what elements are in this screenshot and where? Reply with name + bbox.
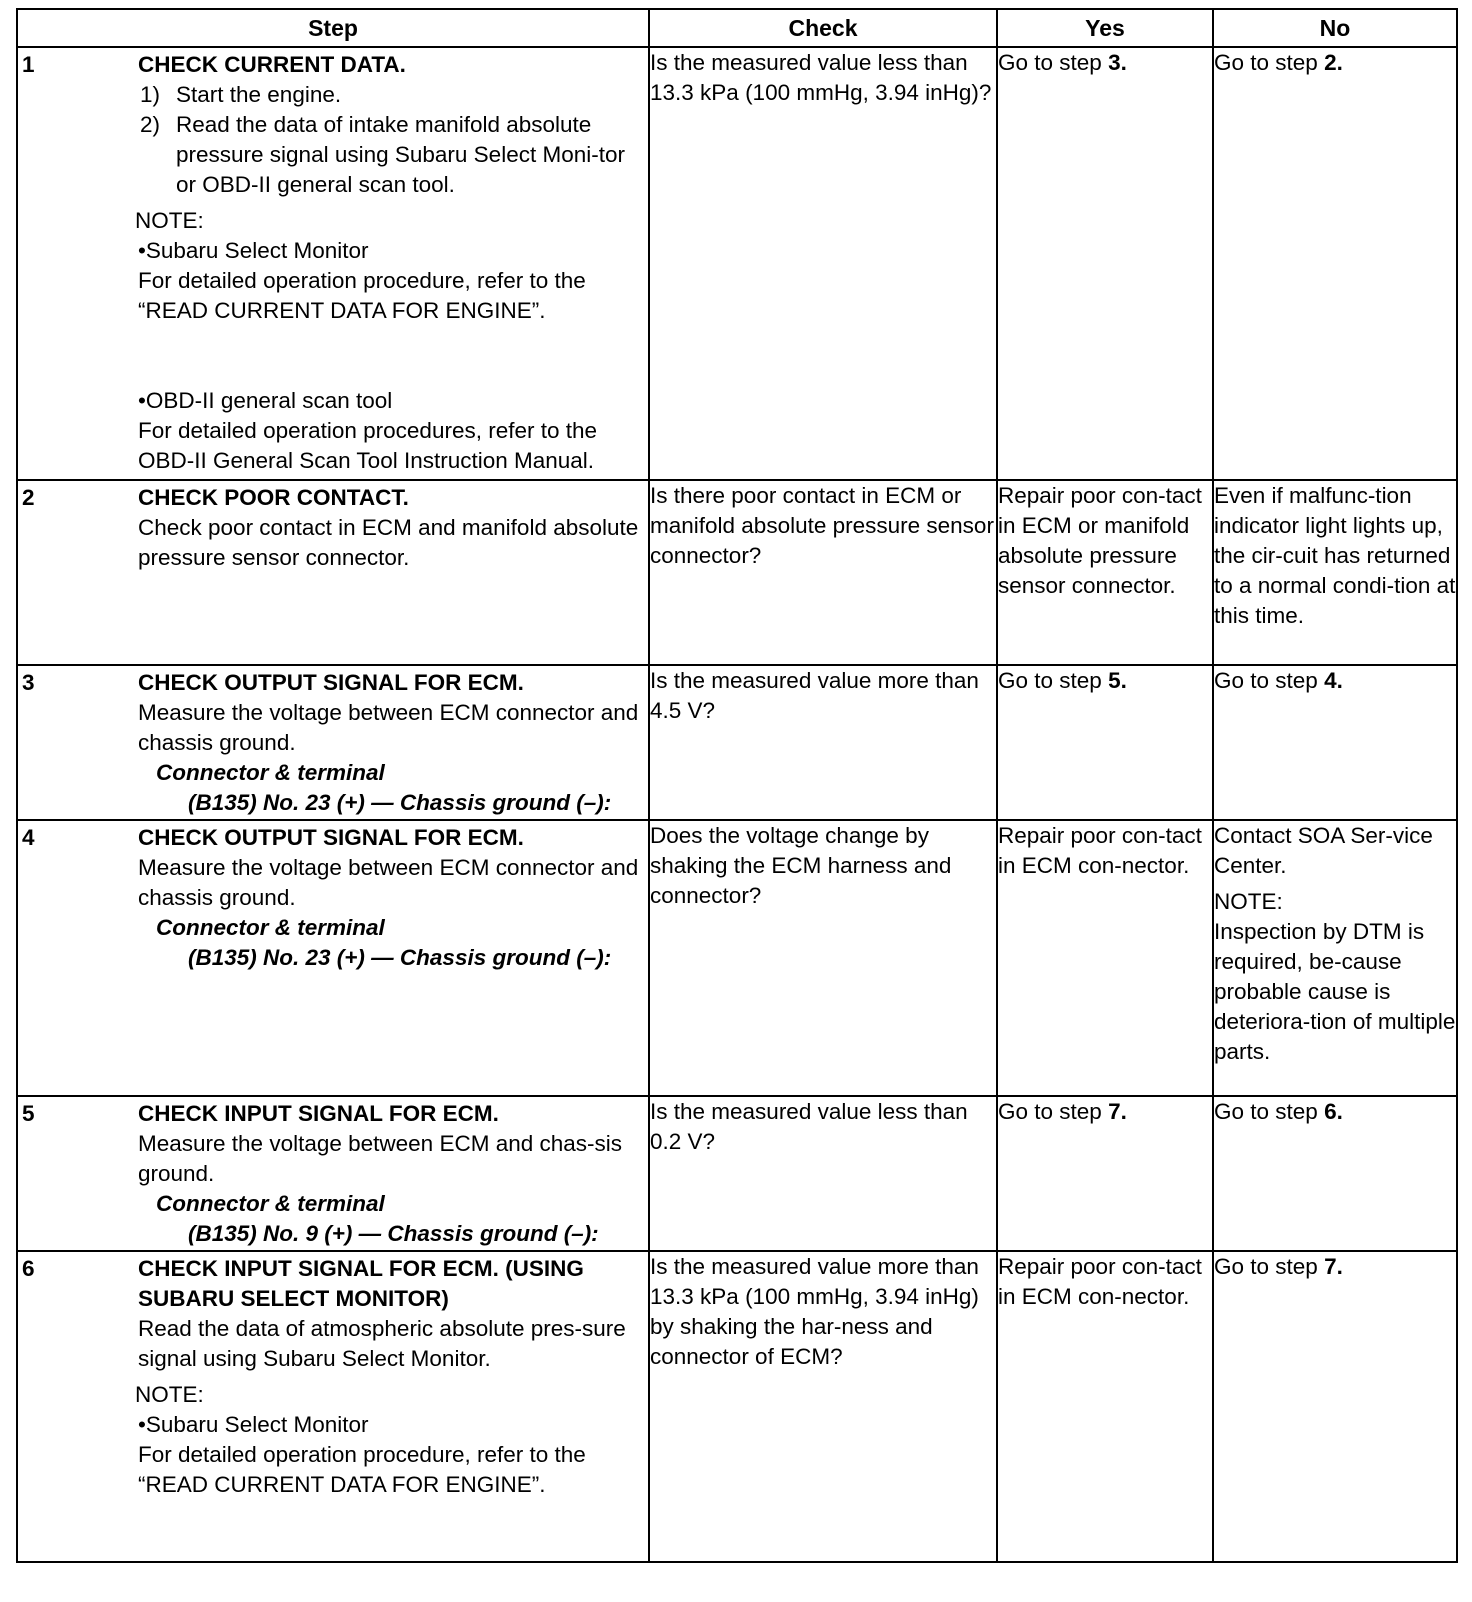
note-text: For detailed operation procedure, refer to the “READ CURRENT DATA FOR ENGINE”.	[138, 268, 586, 323]
check-cell: Is the measured value less than 13.3 kPa (100 mmHg, 3.94 inHg)?	[649, 47, 997, 480]
no-cell: Go to step 7.	[1213, 1251, 1457, 1562]
step-cell	[17, 1096, 649, 1251]
table-row	[17, 820, 1457, 1096]
no-cell: Contact SOA Ser-vice Center. NOTE: Inspection by DTM is required, be-cause probable cause is deteriora-tion of multiple parts.	[1213, 820, 1457, 1096]
header-check: Check	[649, 9, 997, 47]
step-title: CHECK OUTPUT SIGNAL FOR ECM.	[138, 670, 524, 695]
header-row	[17, 9, 1457, 47]
step-link: 7.	[1324, 1254, 1343, 1279]
connector-terminal: (B135) No. 23 (+) — Chassis ground (–):	[188, 945, 612, 970]
note-label: NOTE:	[1214, 889, 1283, 914]
step-link: 2.	[1324, 50, 1343, 75]
yes-cell: Go to step 3.	[997, 47, 1213, 480]
table-row	[17, 665, 1457, 820]
step-cell	[17, 480, 649, 665]
step-text: Measure the voltage between ECM and chas-sis ground.	[138, 1131, 623, 1186]
step-cell	[17, 665, 649, 820]
check-cell: Is the measured value less than 0.2 V?	[649, 1096, 997, 1251]
step-title: CHECK OUTPUT SIGNAL FOR ECM.	[138, 825, 524, 850]
step-number: 6	[22, 1256, 35, 1281]
header-no: No	[1213, 9, 1457, 47]
step-title: CHECK CURRENT DATA.	[138, 52, 406, 77]
note-text: For detailed operation procedures, refer to the OBD-II General Scan Tool Instruction Manual.	[138, 418, 598, 473]
step-title: CHECK POOR CONTACT.	[138, 485, 409, 510]
step-title: CHECK INPUT SIGNAL FOR ECM. (USING SUBARU SELECT MONITOR)	[138, 1256, 584, 1311]
yes-cell: Repair poor con-tact in ECM con-nector.	[997, 1251, 1213, 1562]
step-cell	[17, 820, 649, 1096]
no-cell: Even if malfunc-tion indicator light lights up, the cir-cuit has returned to a normal condi-tion at this time.	[1213, 480, 1457, 665]
table-row	[17, 480, 1457, 665]
step-text: Measure the voltage between ECM connector and chassis ground.	[138, 700, 639, 755]
note-bullet: •OBD-II general scan tool	[138, 388, 393, 413]
note-bullet: •Subaru Select Monitor	[138, 238, 369, 263]
list-item: 2) Read the data of intake manifold absolute pressure signal using Subaru Select Moni-tor or OBD-II general scan tool.	[140, 112, 625, 197]
yes-cell: Repair poor con-tact in ECM con-nector.	[997, 820, 1213, 1096]
step-cell	[17, 1251, 649, 1562]
step-number: 1	[22, 52, 35, 77]
step-text: Check poor contact in ECM and manifold absolute pressure sensor connector.	[138, 515, 639, 570]
list-item: 1) Start the engine.	[140, 82, 342, 107]
step-number: 4	[22, 825, 35, 850]
step-title: CHECK INPUT SIGNAL FOR ECM.	[138, 1101, 499, 1126]
step-link: 4.	[1324, 668, 1343, 693]
table-row	[17, 47, 1457, 480]
note-text: Inspection by DTM is required, be-cause probable cause is deteriora-tion of multiple parts.	[1214, 919, 1456, 1064]
no-cell: Go to step 2.	[1213, 47, 1457, 480]
yes-cell: Go to step 7.	[997, 1096, 1213, 1251]
check-cell: Does the voltage change by shaking the ECM harness and connector?	[649, 820, 997, 1096]
yes-cell: Go to step 5.	[997, 665, 1213, 820]
step-cell	[17, 47, 649, 480]
note-text: For detailed operation procedure, refer to the “READ CURRENT DATA FOR ENGINE”.	[138, 1442, 586, 1497]
header-step: Step	[17, 9, 649, 47]
check-cell: Is the measured value more than 13.3 kPa (100 mmHg, 3.94 inHg) by shaking the har-ness and connector of ECM?	[649, 1251, 997, 1562]
step-text: Read the data of atmospheric absolute pres-sure signal using Subaru Select Monitor.	[138, 1316, 626, 1371]
connector-terminal: (B135) No. 23 (+) — Chassis ground (–):	[188, 790, 612, 815]
note-label: NOTE:	[135, 208, 204, 233]
connector-terminal: (B135) No. 9 (+) — Chassis ground (–):	[188, 1221, 599, 1246]
step-link: 7.	[1108, 1099, 1127, 1124]
step-text: Measure the voltage between ECM connector and chassis ground.	[138, 855, 639, 910]
note-bullet: •Subaru Select Monitor	[138, 1412, 369, 1437]
table-row	[17, 1096, 1457, 1251]
check-cell: Is the measured value more than 4.5 V?	[649, 665, 997, 820]
connector-label: Connector & terminal	[156, 1191, 385, 1216]
diagnostic-table	[16, 8, 1458, 1563]
step-link: 3.	[1108, 50, 1127, 75]
step-link: 6.	[1324, 1099, 1343, 1124]
step-number: 5	[22, 1101, 35, 1126]
connector-label: Connector & terminal	[156, 760, 385, 785]
step-number: 3	[22, 670, 35, 695]
no-cell: Go to step 6.	[1213, 1096, 1457, 1251]
header-yes: Yes	[997, 9, 1213, 47]
check-cell: Is there poor contact in ECM or manifold absolute pressure sensor connector?	[649, 480, 997, 665]
step-link: 5.	[1108, 668, 1127, 693]
no-cell: Go to step 4.	[1213, 665, 1457, 820]
table-row	[17, 1251, 1457, 1562]
note-label: NOTE:	[135, 1382, 204, 1407]
connector-label: Connector & terminal	[156, 915, 385, 940]
yes-cell: Repair poor con-tact in ECM or manifold absolute pressure sensor connector.	[997, 480, 1213, 665]
step-number: 2	[22, 485, 35, 510]
